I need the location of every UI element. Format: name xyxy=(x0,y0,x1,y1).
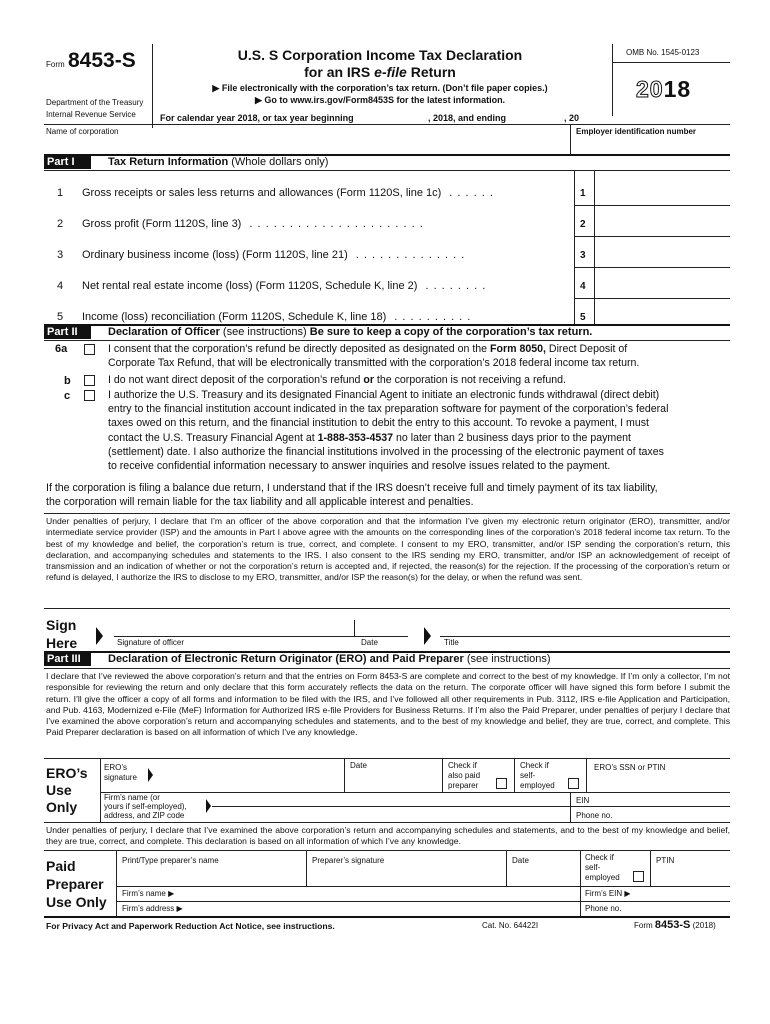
part1-title: Tax Return Information (Whole dollars only) xyxy=(108,156,329,168)
officer-date-field[interactable] xyxy=(358,618,406,636)
preparer-ptin-label: PTIN xyxy=(656,856,675,865)
preparer-heading-1: Paid xyxy=(46,858,76,874)
corporation-name-label: Name of corporation xyxy=(46,127,119,136)
item-c-line3: taxes owed on this return, and the financial institution to debit the entry to this account. To revoke a payment, I must xyxy=(108,417,649,429)
ero-paid-l2: also paid xyxy=(448,771,481,780)
line-text: Income (loss) reconciliation (Form 1120S, Schedule K, line 18) . . . . . . . . . . xyxy=(82,311,472,323)
officer-perjury-statement: Under penalties of perjury, I declare that I’m an officer of the above corporation and that the information I’ve given my electronic return originator (ERO), transmitter, and/or intermediate service provider (ISP) and the amounts in Part I above agree with the amounts on the corresponding lines of the corporation’s 2018 federal income tax return. To the best of my knowledge and belief, the corporation’s return is true, correct, and complete. I consent to my ERO, transmitter, and/or ISP sending the corporation’s return, this declaration, and accompanying schedules and statements to the IRS. I also consent to the IRS sending my ERO, transmitter, and/or ISP an acknowledgement of receipt of transmission and an indication of whether or not the corporation’s return is accepted and, if rejected, the reason(s) for the rejection. If the processing of the corporation’s return or refund is delayed, I authorize the IRS to disclose to my ERO, transmitter, and/or ISP the reason(s) for the delay, or when the refund was sent. xyxy=(46,516,730,583)
preparer-signature-label: Preparer’s signature xyxy=(312,856,385,865)
corporation-name-field[interactable] xyxy=(46,138,566,152)
omb-number: OMB No. 1545-0123 xyxy=(626,48,700,57)
ero-heading-3: Only xyxy=(46,799,78,815)
header-divider-right xyxy=(612,44,613,116)
sign-word: Sign xyxy=(46,617,77,633)
balance-due-line1: If the corporation is filing a balance due return, I understand that if the IRS doesn’t receive full and timely payment of its tax liability, xyxy=(46,482,658,494)
ero-firm-field[interactable] xyxy=(216,794,566,820)
line-text: Ordinary business income (loss) (Form 1120S, line 21) . . . . . . . . . . . . . . xyxy=(82,249,466,261)
ero-signature-field[interactable] xyxy=(156,762,342,790)
line-amount-field[interactable] xyxy=(598,214,728,236)
header-divider-left xyxy=(152,44,153,128)
part2-label: Part II xyxy=(44,325,91,339)
part1-label: Part I xyxy=(44,155,91,169)
here-word: Here xyxy=(46,635,78,651)
line-number: 1 xyxy=(57,187,64,199)
item-c-line4: contact the U.S. Treasury Financial Agent at 1-888-353-4537 no later than 2 business days prior to the payment xyxy=(108,432,631,444)
line-number: 2 xyxy=(57,218,64,230)
ero-heading-1: ERO’s xyxy=(46,765,88,781)
form-title: U.S. S Corporation Income Tax Declaration xyxy=(237,47,523,63)
preparer-date-field[interactable] xyxy=(512,868,578,884)
line-box-number: 5 xyxy=(580,312,586,323)
line-box-number: 1 xyxy=(580,188,586,199)
preparer-firm-address-label: Firm’s address ▶ xyxy=(122,904,183,913)
form-subtitle: for an IRS e-file Return xyxy=(304,64,456,80)
line-amount-field[interactable] xyxy=(598,183,728,205)
officer-title-label: Title xyxy=(444,638,459,647)
preparer-ptin-field[interactable] xyxy=(656,868,728,884)
sign-arrow-icon xyxy=(96,627,103,645)
line-number: 3 xyxy=(57,249,64,261)
line-number: 5 xyxy=(57,311,64,323)
item-b-text: I do not want direct deposit of the corporation’s refund or the corporation is not receiving a refund. xyxy=(108,374,566,386)
checkbox-preparer-self-employed[interactable] xyxy=(633,871,644,882)
item-c-label: c xyxy=(64,390,71,402)
checkbox-ero-also-paid-preparer[interactable] xyxy=(496,778,507,789)
calendar-end: , 20 xyxy=(564,113,580,123)
officer-date-label: Date xyxy=(361,638,378,647)
ero-firm-l3: address, and ZIP code xyxy=(104,811,185,820)
footer-form: Form 8453-S (2018) xyxy=(634,919,716,931)
officer-title-field[interactable] xyxy=(444,618,728,636)
preparer-self-l2: self- xyxy=(585,863,601,872)
line-box-number: 3 xyxy=(580,250,586,261)
calendar-year-line: For calendar year 2018, or tax year beginning xyxy=(160,113,354,123)
officer-signature-field[interactable] xyxy=(116,618,352,636)
item-6a-label: 6a xyxy=(55,343,68,355)
instruction-website: ▶ Go to www.irs.gov/Form8453S for the latest information. xyxy=(254,95,506,105)
ero-ein-label: EIN xyxy=(576,796,590,805)
ero-ssn-label: ERO’s SSN or PTIN xyxy=(594,763,666,772)
preparer-name-label: Print/Type preparer’s name xyxy=(122,856,219,865)
ero-signature-label-2: signature xyxy=(104,773,137,782)
part2-title: Declaration of Officer (see instructions) Be sure to keep a copy of the corporation’s tax return. xyxy=(108,326,593,338)
calendar-mid: , 2018, and ending xyxy=(428,113,507,123)
form-number: 8453-S xyxy=(68,49,136,72)
preparer-firm-address-field[interactable] xyxy=(198,903,576,915)
preparer-perjury-statement: Under penalties of perjury, I declare that I’ve examined the above corporation’s return and accompanying schedules and statements, and to the best of my knowledge and belief, they are true, correct, and complete. This declaration is based on all information of which I’ve any knowledge. xyxy=(46,825,730,847)
ero-phone-label: Phone no. xyxy=(576,811,613,820)
ero-firm-l2: yours if self-employed), xyxy=(104,802,187,811)
checkbox-6b[interactable] xyxy=(84,375,95,386)
form-word: Form xyxy=(46,60,65,69)
line-box-number: 2 xyxy=(580,219,586,230)
preparer-date-label: Date xyxy=(512,856,529,865)
preparer-firm-name-label: Firm’s name ▶ xyxy=(122,889,175,898)
ero-date-label: Date xyxy=(350,761,367,770)
ero-declaration: I declare that I’ve reviewed the above corporation’s return and that the entries on Form 8453-S are complete and correct to the best of my knowledge. If I’m only a collector, I’m not responsible for reviewing the return and only declare that this form accurately reflects the data on the return. The corporate officer will have signed this form before I submit the return. I’ll give the officer a copy of all forms and information to be filed with the IRS, and I’ve followed all other requirements in Pub. 3112, IRS e-file Application and Participation, and Pub. 4163, Modernized e-File (MeF) Information for Authorized IRS e-file Providers for Business Returns. If I’m also the Paid Preparer, under penalties of perjury I declare that I’ve examined the above corporation’s return and accompanying schedules and statements, and to the best of my knowledge and belief, they are true, correct, and complete. This Paid Preparer declaration is based on all information of which I’ve any knowledge. xyxy=(46,671,730,738)
preparer-self-l3: employed xyxy=(585,873,620,882)
part3-title: Declaration of Electronic Return Originator (ERO) and Paid Preparer (see instructions) xyxy=(108,653,551,665)
line-text: Gross profit (Form 1120S, line 3) . . . . . . . . . . . . . . . . . . . . . . xyxy=(82,218,424,230)
privacy-notice: For Privacy Act and Paperwork Reduction Act Notice, see instructions. xyxy=(46,921,335,931)
item-c-line1: I authorize the U.S. Treasury and its designated Financial Agent to initiate an electronic funds withdrawal (direct debit) xyxy=(108,389,660,401)
preparer-name-field[interactable] xyxy=(122,868,304,884)
tax-year: 2018 xyxy=(636,76,692,102)
line-box-number: 4 xyxy=(580,281,586,292)
preparer-heading-2: Preparer xyxy=(46,876,104,892)
ero-self-l3: employed xyxy=(520,781,555,790)
ero-paid-l3: preparer xyxy=(448,781,479,790)
ero-firm-arrow-icon xyxy=(206,799,211,813)
instruction-file-electronically: ▶ File electronically with the corporation’s tax return. (Don’t file paper copies.) xyxy=(212,83,548,93)
ero-paid-l1: Check if xyxy=(448,761,477,770)
catalog-number: Cat. No. 64422I xyxy=(482,921,539,930)
preparer-self-l1: Check if xyxy=(585,853,614,862)
ein-label: Employer identification number xyxy=(576,127,697,136)
balance-due-line2: the corporation will remain liable for the tax liability and all applicable interest and penalties. xyxy=(46,496,474,508)
ero-ssn-field[interactable] xyxy=(594,774,728,790)
ero-self-l2: self- xyxy=(520,771,536,780)
ero-self-l1: Check if xyxy=(520,761,549,770)
item-c-line6: to receive confidential information necessary to answer inquiries and resolve issues related to the payment. xyxy=(108,460,611,472)
preparer-firm-name-field[interactable] xyxy=(198,888,576,900)
item-b-label: b xyxy=(64,375,71,387)
preparer-phone-label: Phone no. xyxy=(585,904,622,913)
officer-signature-label: Signature of officer xyxy=(117,638,185,647)
item-6a-line2: Corporate Tax Refund, that will be electronically transmitted with the corporation’s 2018 federal income tax return. xyxy=(108,357,640,369)
line-amount-field[interactable] xyxy=(598,245,728,267)
department: Department of the Treasury xyxy=(46,98,144,107)
line-amount-field[interactable] xyxy=(598,276,728,298)
line-text: Gross receipts or sales less returns and allowances (Form 1120S, line 1c) . . . . . . xyxy=(82,187,494,199)
title-arrow-icon xyxy=(424,627,431,645)
preparer-firm-ein-label: Firm’s EIN ▶ xyxy=(585,889,631,898)
checkbox-6a[interactable] xyxy=(84,344,95,355)
ero-firm-l1: Firm’s name (or xyxy=(104,793,160,802)
checkbox-6c[interactable] xyxy=(84,390,95,401)
item-c-line2: entry to the financial institution account indicated in the tax preparation software for payment of the corporation’s federal xyxy=(108,403,669,415)
item-c-line5: (settlement) date. I also authorize the financial institutions involved in the processing of the electronic payment of taxes xyxy=(108,446,664,458)
preparer-heading-3: Use Only xyxy=(46,894,107,910)
line-text: Net rental real estate income (loss) (Form 1120S, Schedule K, line 2) . . . . . . . . xyxy=(82,280,487,292)
item-6a-line1: I consent that the corporation’s refund be directly deposited as designated on the Form 8050, Direct Deposit of xyxy=(108,343,628,355)
ein-field[interactable] xyxy=(576,138,726,152)
ero-signature-label-1: ERO’s xyxy=(104,763,127,772)
line-number: 4 xyxy=(57,280,64,292)
irs-name: Internal Revenue Service xyxy=(46,110,136,119)
ero-heading-2: Use xyxy=(46,782,72,798)
preparer-signature-field[interactable] xyxy=(312,868,504,884)
ero-signature-arrow-icon xyxy=(148,768,153,782)
checkbox-ero-self-employed[interactable] xyxy=(568,778,579,789)
part3-label: Part III xyxy=(44,652,91,666)
